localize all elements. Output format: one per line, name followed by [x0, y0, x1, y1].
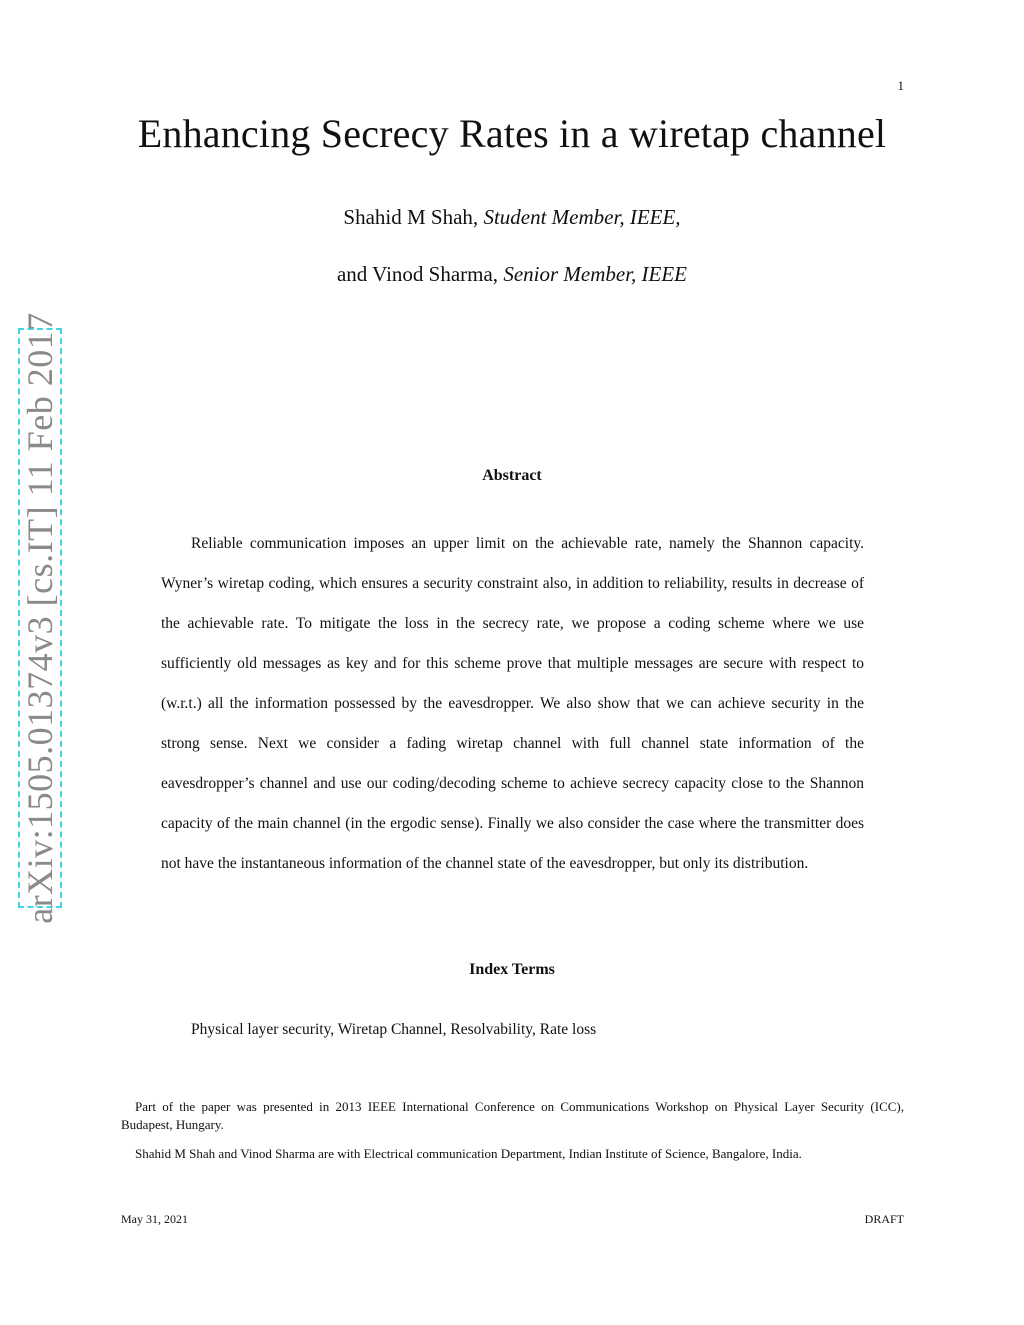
arxiv-stamp — [18, 312, 62, 924]
author-line-2 — [0, 262, 1024, 287]
footnote-1: Part of the paper was presented in 2013 IEEE International Conference on Communications Workshop on Physical Layer Security (ICC), Budapest, Hungary. — [121, 1099, 904, 1132]
author-name-2: and Vinod Sharma, — [336, 262, 499, 286]
author-line-1 — [0, 205, 1024, 230]
index-terms-heading: Index Terms — [469, 961, 555, 978]
footnote-2: Shahid M Shah and Vinod Sharma are with Electrical communication Department, Indian Institute of Science, Bangalore, India. — [135, 1146, 802, 1161]
index-terms-body: Physical layer security, Wiretap Channel, Resolvability, Rate loss — [191, 1021, 597, 1038]
footer-status: DRAFT — [864, 1212, 904, 1226]
abstract-heading: Abstract — [482, 467, 542, 484]
author-role-1: Student Member, IEEE, — [483, 205, 681, 229]
paper-title: Enhancing Secrecy Rates in a wiretap channel — [137, 111, 887, 156]
author-role-2: Senior Member, IEEE — [503, 262, 688, 286]
arxiv-stamp-text: arXiv:1505.01374v3 [cs.IT] 11 Feb 2017 — [20, 312, 60, 924]
footer-date: May 31, 2021 — [121, 1212, 188, 1226]
page-number: 1 — [897, 78, 904, 93]
author-name-1: Shahid M Shah, — [343, 205, 479, 229]
abstract-body: Reliable communication imposes an upper limit on the achievable rate, namely the Shannon capacity. Wyner’s wiretap coding, which ensures a security constraint also, in addition to reliability, results in decrease of the achievable rate. To mitigate the loss in the secrecy rate, we propose a coding scheme where we use sufficiently old messages as key and for this scheme prove that multiple messages are secure with respect to (w.r.t.) all the information possessed by the eavesdropper. We also show that we can achieve security in the strong sense. Next we consider a fading wiretap channel with full channel state information of the eavesdropper’s channel and use our coding/decoding scheme to achieve secrecy capacity close to the Shannon capacity of the main channel (in the ergodic sense). Finally we also consider the case where the transmitter does not have the instantaneous information of the channel state of the eavesdropper, but only its distribution. — [161, 535, 864, 872]
